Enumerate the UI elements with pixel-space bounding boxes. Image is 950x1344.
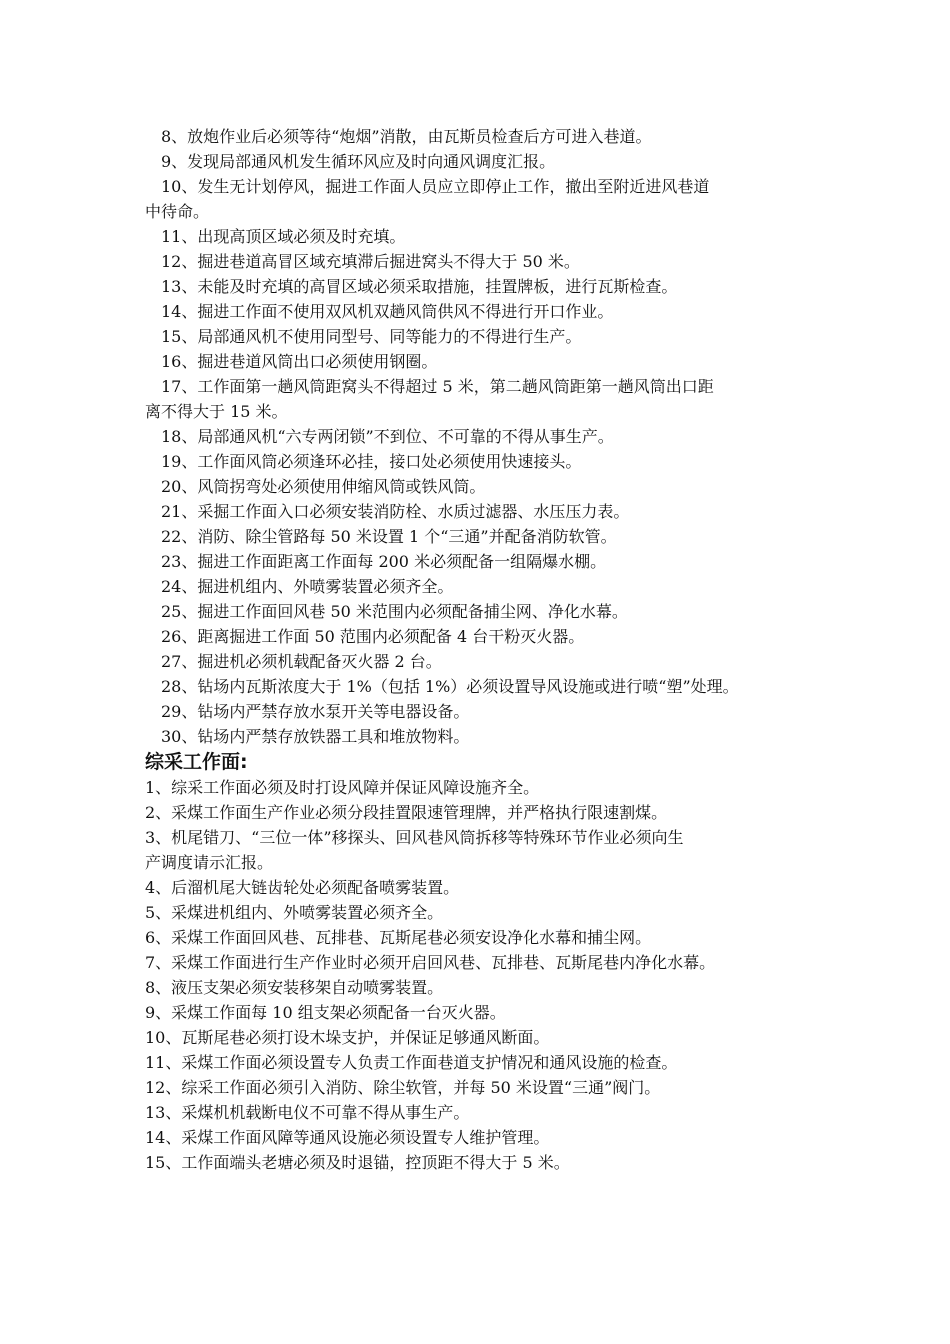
rule-text-line: 7、采煤工作面进行生产作业时必须开启回风巷、瓦排巷、瓦斯尾巷内净化水幕。 <box>145 953 716 972</box>
rule-text-line: 中待命。 <box>145 202 210 221</box>
rule-text-line: 12、综采工作面必须引入消防、除尘软管，并每 50 米设置“三通”阀门。 <box>145 1078 661 1097</box>
rule-item <box>145 249 825 274</box>
rule-text-line: 15、局部通风机不使用同型号、同等能力的不得进行生产。 <box>161 327 582 346</box>
rule-text-line: 1、综采工作面必须及时打设风障并保证风障设施齐全。 <box>145 778 540 797</box>
rule-item <box>145 499 825 524</box>
rule-item <box>145 975 825 1000</box>
rule-text-line: 14、掘进工作面不使用双风机双趟风筒供风不得进行开口作业。 <box>161 302 614 321</box>
rule-item <box>145 299 825 324</box>
rule-text-line: 17、工作面第一趟风筒距窝头不得超过 5 米，第二趟风筒距第一趟风筒出口距 <box>161 377 714 396</box>
rule-item <box>145 674 825 699</box>
rule-text-line: 9、采煤工作面每 10 组支架必须配备一台灭火器。 <box>145 1003 506 1022</box>
rule-text-line: 22、消防、除尘管路每 50 米设置 1 个“三通”并配备消防软管。 <box>161 527 617 546</box>
rule-item <box>145 474 825 499</box>
rule-text-line: 18、局部通风机“六专两闭锁”不到位、不可靠的不得从事生产。 <box>161 427 614 446</box>
rule-item <box>145 349 825 374</box>
rule-text-line: 2、采煤工作面生产作业必须分段挂置限速管理牌，并严格执行限速割煤。 <box>145 803 668 822</box>
rule-item <box>145 624 825 649</box>
rule-text-line: 9、发现局部通风机发生循环风应及时向通风调度汇报。 <box>161 152 556 171</box>
rule-item <box>145 950 825 975</box>
rule-item <box>145 449 825 474</box>
rule-text-line: 6、采煤工作面回风巷、瓦排巷、瓦斯尾巷必须安设净化水幕和捕尘网。 <box>145 928 652 947</box>
rule-item <box>145 1100 825 1125</box>
rule-text-line: 12、掘进巷道高冒区域充填滞后掘进窝头不得大于 50 米。 <box>161 252 580 271</box>
rule-item <box>145 149 825 174</box>
rule-item <box>145 775 825 800</box>
rule-item <box>145 549 825 574</box>
rule-item <box>145 649 825 674</box>
rule-item <box>145 800 825 825</box>
rule-item <box>145 900 825 925</box>
rule-text-line: 21、采掘工作面入口必须安装消防栓、水质过滤器、水压压力表。 <box>161 502 630 521</box>
rule-text-line: 3、机尾错刀、“三位一体”移探头、回风巷风筒拆移等特殊环节作业必须向生 <box>145 828 684 847</box>
rule-item <box>145 274 825 299</box>
rule-text-line: 11、采煤工作面必须设置专人负责工作面巷道支护情况和通风设施的检查。 <box>145 1053 678 1072</box>
rule-item <box>145 699 825 724</box>
rule-text-line: 23、掘进工作面距离工作面每 200 米必须配备一组隔爆水棚。 <box>161 552 607 571</box>
rule-item <box>145 324 825 349</box>
rule-item <box>145 825 825 875</box>
rule-item <box>145 1050 825 1075</box>
rule-item <box>145 224 825 249</box>
rule-item <box>145 1125 825 1150</box>
rule-text-line: 14、采煤工作面风障等通风设施必须设置专人维护管理。 <box>145 1128 550 1147</box>
rule-item <box>145 875 825 900</box>
rule-text-line: 30、钻场内严禁存放铁器工具和堆放物料。 <box>161 727 470 746</box>
rule-text-line: 28、钻场内瓦斯浓度大于 1%（包括 1%）必须设置导风设施或进行喷“塑”处理。 <box>161 677 739 696</box>
rule-text-line: 产调度请示汇报。 <box>145 853 274 872</box>
rule-text-line: 19、工作面风筒必须逢环必挂，接口处必须使用快速接头。 <box>161 452 582 471</box>
rule-item <box>145 1150 825 1175</box>
rule-text-line: 10、瓦斯尾巷必须打设木垛支护，并保证足够通风断面。 <box>145 1028 550 1047</box>
rule-item <box>145 374 825 424</box>
rule-text-line: 11、出现高顶区域必须及时充填。 <box>161 227 406 246</box>
rule-item <box>145 1075 825 1100</box>
rule-text-line: 13、采煤机机载断电仪不可靠不得从事生产。 <box>145 1103 470 1122</box>
rule-text-line: 8、放炮作业后必须等待“炮烟”消散，由瓦斯员检查后方可进入巷道。 <box>161 127 652 146</box>
rule-item <box>145 1000 825 1025</box>
rule-item <box>145 724 825 749</box>
rule-text-line: 27、掘进机必须机载配备灭火器 2 台。 <box>161 652 442 671</box>
rule-text-line: 15、工作面端头老塘必须及时退锚，控顶距不得大于 5 米。 <box>145 1153 570 1172</box>
rule-item <box>145 524 825 549</box>
rule-text-line: 29、钻场内严禁存放水泵开关等电器设备。 <box>161 702 470 721</box>
rule-text-line: 26、距离掘进工作面 50 范围内必须配备 4 台干粉灭火器。 <box>161 627 585 646</box>
excavation-rules-list <box>145 124 825 749</box>
rule-text-line: 离不得大于 15 米。 <box>145 402 288 421</box>
rule-item <box>145 124 825 149</box>
rule-text-line: 4、后溜机尾大链齿轮处必须配备喷雾装置。 <box>145 878 460 897</box>
section-heading-fully-mechanized-face: 综采工作面: <box>145 751 248 773</box>
rule-text-line: 10、发生无计划停风，掘进工作面人员应立即停止工作，撤出至附近进风巷道 <box>161 177 710 196</box>
rule-text-line: 16、掘进巷道风筒出口必须使用钢圈。 <box>161 352 438 371</box>
rule-item <box>145 574 825 599</box>
rule-item <box>145 925 825 950</box>
rule-item <box>145 174 825 224</box>
rule-text-line: 8、液压支架必须安装移架自动喷雾装置。 <box>145 978 444 997</box>
rule-text-line: 5、采煤进机组内、外喷雾装置必须齐全。 <box>145 903 444 922</box>
rule-item <box>145 424 825 449</box>
rule-item <box>145 599 825 624</box>
rule-text-line: 13、未能及时充填的高冒区域必须采取措施，挂置牌板，进行瓦斯检查。 <box>161 277 678 296</box>
rule-item <box>145 1025 825 1050</box>
fully-mechanized-face-rules-list <box>145 775 825 1175</box>
rule-text-line: 25、掘进工作面回风巷 50 米范围内必须配备捕尘网、净化水幕。 <box>161 602 628 621</box>
rule-text-line: 24、掘进机组内、外喷雾装置必须齐全。 <box>161 577 454 596</box>
document-body <box>145 124 825 1175</box>
rule-text-line: 20、风筒拐弯处必须使用伸缩风筒或铁风筒。 <box>161 477 486 496</box>
